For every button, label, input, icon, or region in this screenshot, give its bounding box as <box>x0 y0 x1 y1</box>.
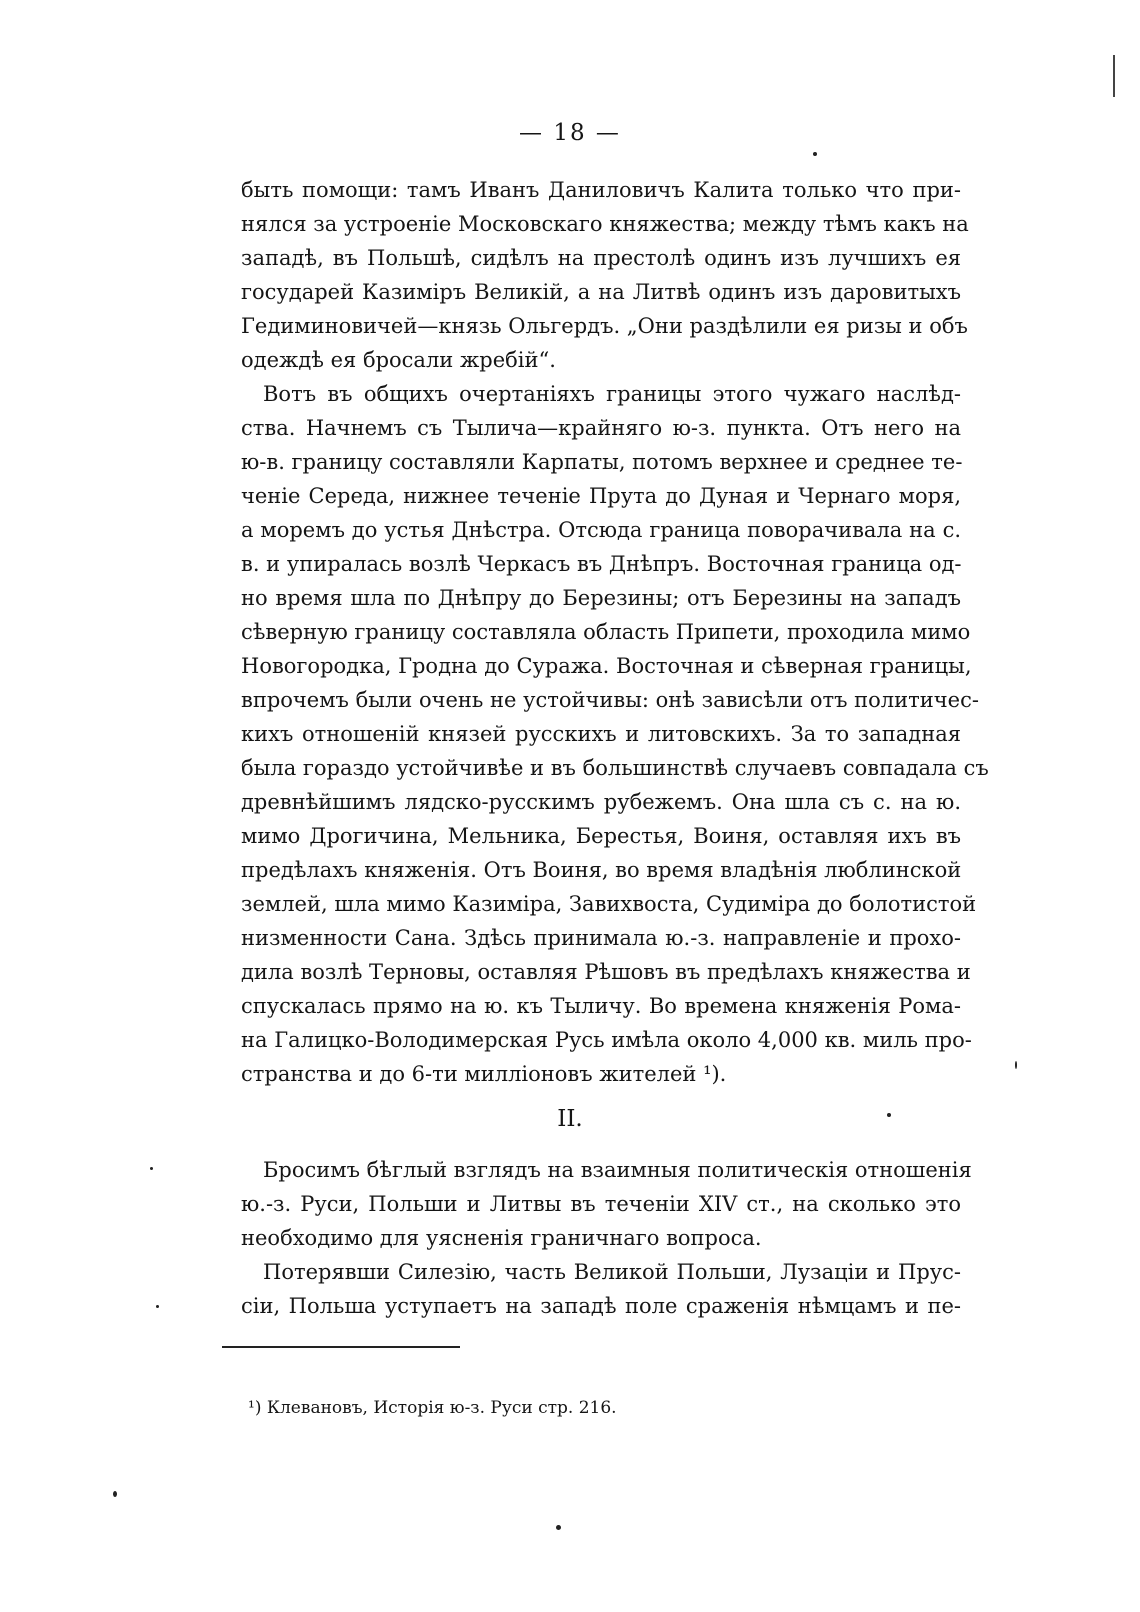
scan-speck <box>156 1305 159 1308</box>
text-line: сіи, Польша уступаетъ на западѣ поле сраженія нѣмцамъ и пе- <box>241 1294 961 1318</box>
text-line: спускалась прямо на ю. къ Тыличу. Во времена княженія Рома- <box>241 994 961 1018</box>
text-line: ченіе Середа, нижнее теченіе Прута до Дуная и Чернаго моря, <box>241 484 961 508</box>
text-line: ства. Начнемъ съ Тылича—крайняго ю-з. пункта. Отъ него на <box>241 416 961 440</box>
section-text-block <box>241 1153 972 1323</box>
text-line: предѣлахъ княженія. Отъ Воиня, во время владѣнія люблинской <box>241 858 962 882</box>
main-text-block <box>241 173 989 1091</box>
text-line: мимо Дрогичина, Мельника, Берестья, Воиня, оставляя ихъ въ <box>241 824 961 848</box>
text-line: в. и упиралась возлѣ Черкасъ въ Днѣпръ. Восточная граница од- <box>241 552 962 576</box>
text-line: дила возлѣ Терновы, оставляя Рѣшовъ въ предѣлахъ княжества и <box>241 960 971 984</box>
text-line: Новогородка, Гродна до Суража. Восточная и сѣверная границы, <box>241 654 972 678</box>
scan-speck <box>113 1491 117 1497</box>
text-line: Вотъ въ общихъ очертаніяхъ границы этого чужаго наслѣд- <box>263 382 961 406</box>
text-line: ю.-з. Руси, Польши и Литвы въ теченіи XIV ст., на сколько это <box>241 1192 961 1216</box>
footnote: ¹) Клевановъ, Исторія ю-з. Руси стр. 216. <box>248 1398 617 1418</box>
scan-speck <box>887 1113 891 1117</box>
scan-speck <box>150 1167 153 1170</box>
text-line: а моремъ до устья Днѣстра. Отсюда граница поворачивала на с. <box>241 518 961 542</box>
text-line: одеждѣ ея бросали жребій“. <box>241 348 556 372</box>
scan-speck <box>556 1525 561 1530</box>
text-line: государей Казиміръ Великій, а на Литвѣ одинъ изъ даровитыхъ <box>241 280 961 304</box>
text-line: Потерявши Силезію, часть Великой Польши, Лузаціи и Прус- <box>263 1260 961 1284</box>
text-line: была гораздо устойчивѣе и въ большинствѣ случаевъ совпадала съ <box>241 756 989 780</box>
text-line: ю-в. границу составляли Карпаты, потомъ верхнее и среднее те- <box>241 450 963 474</box>
text-line: землей, шла мимо Казиміра, Завихвоста, Судиміра до болотистой <box>241 892 977 916</box>
scan-speck <box>813 152 817 156</box>
text-line: странства и до 6-ти милліоновъ жителей ¹). <box>241 1062 727 1086</box>
text-line: низменности Сана. Здѣсь принимала ю.-з. направленіе и прохо- <box>241 926 961 950</box>
text-line: быть помощи: тамъ Иванъ Даниловичъ Калита только что при- <box>241 178 961 202</box>
text-line: нялся за устроеніе Московскаго княжества; между тѣмъ какъ на <box>241 212 969 236</box>
page-number: — 18 — <box>519 120 621 146</box>
text-line: Гедиминовичей—князь Ольгердъ. „Они раздѣлили ея ризы и объ <box>241 314 968 338</box>
footnote-divider <box>222 1346 460 1348</box>
text-line: древнѣйшимъ лядско-русскимъ рубежемъ. Она шла съ с. на ю. <box>241 790 961 814</box>
text-line: но время шла по Днѣпру до Березины; отъ Березины на западъ <box>241 586 961 610</box>
text-line: впрочемъ были очень не устойчивы: онѣ зависѣли отъ политичес- <box>241 688 979 712</box>
section-heading: II. <box>557 1106 583 1132</box>
scan-edge-mark <box>1113 55 1115 97</box>
text-line: сѣверную границу составляла область Припети, проходила мимо <box>241 620 971 644</box>
scan-speck <box>1015 1061 1017 1069</box>
text-line: западѣ, въ Польшѣ, сидѣлъ на престолѣ одинъ изъ лучшихъ ея <box>241 246 961 270</box>
text-line: Бросимъ бѣглый взглядъ на взаимныя политическія отношенія <box>263 1158 972 1182</box>
text-line: на Галицко-Володимерская Русь имѣла около 4,000 кв. миль про- <box>241 1028 972 1052</box>
text-line: кихъ отношеній князей русскихъ и литовскихъ. За то западная <box>241 722 961 746</box>
text-line: необходимо для уясненія граничнаго вопроса. <box>241 1226 762 1250</box>
